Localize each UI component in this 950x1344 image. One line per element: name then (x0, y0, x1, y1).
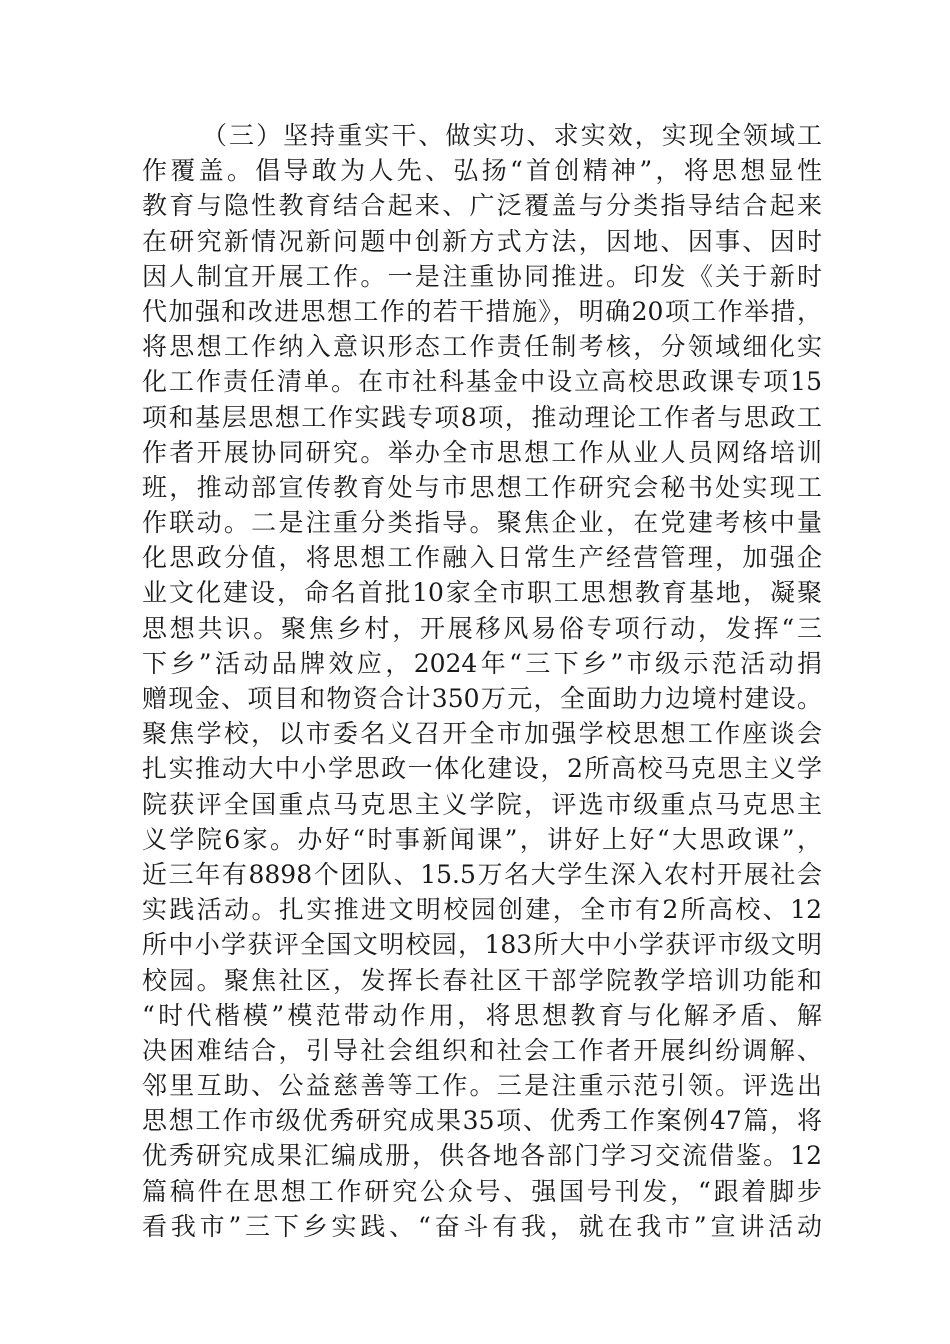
text-line: 在研究新情况新问题中创新方式方法，因地、因事、因时 (142, 226, 822, 256)
text-line: 篇稿件在思想工作研究公众号、强国号刊发，“跟着脚步 (142, 1176, 822, 1206)
text-line: 班，推动部宣传教育处与市思想工作研究会秘书处实现工 (142, 472, 822, 502)
text-line: 邻里互助、公益慈善等工作。三是注重示范引领。评选出 (142, 1071, 822, 1101)
text-line: 因人制宜开展工作。一是注重协同推进。印发《关于新时 (142, 261, 822, 291)
text-line: 看我市”三下乡实践、“奋斗有我，就在我市”宣讲活动 (142, 1211, 822, 1241)
text-line: 作联动。二是注重分类指导。聚焦企业，在党建考核中量 (142, 508, 822, 538)
text-line: 扎实推动大中小学思政一体化建设，2所高校马克思主义学 (142, 754, 822, 784)
text-line: 优秀研究成果汇编成册，供各地各部门学习交流借鉴。12 (142, 1141, 822, 1171)
text-line: 代加强和改进思想工作的若干措施》，明确20项工作举措， (142, 296, 822, 326)
text-line: 近三年有8898个团队、15.5万名大学生深入农村开展社会 (142, 859, 822, 889)
text-line: 校园。聚焦社区，发挥长春社区干部学院教学培训功能和 (142, 965, 822, 995)
text-line: 教育与隐性教育结合起来、广泛覆盖与分类指导结合起来 (142, 191, 822, 221)
text-line: 思想共识。聚焦乡村，开展移风易俗专项行动，发挥“三 (142, 613, 822, 643)
text-line: 思想工作市级优秀研究成果35项、优秀工作案例47篇，将 (142, 1106, 822, 1136)
text-line: 所中小学获评全国文明校园，183所大中小学获评市级文明 (142, 930, 822, 960)
body-paragraph (142, 118, 822, 1244)
text-line: （三）坚持重实干、做实功、求实效，实现全领域工 (202, 121, 822, 150)
text-line: 项和基层思想工作实践专项8项，推动理论工作者与思政工 (142, 402, 822, 432)
text-line: 化工作责任清单。在市社科基金中设立高校思政课专项15 (142, 367, 822, 397)
text-line: 实践活动。扎实推进文明校园创建，全市有2所高校、12 (142, 895, 822, 925)
text-line: 下乡”活动品牌效应，2024年“三下乡”市级示范活动捐 (142, 648, 822, 678)
text-line: “时代楷模”模范带动作用，将思想教育与化解矛盾、解 (142, 1000, 822, 1030)
text-line: 将思想工作纳入意识形态工作责任制考核，分领域细化实 (142, 332, 822, 362)
text-line: 赠现金、项目和物资合计350万元，全面助力边境村建设。 (142, 684, 822, 713)
text-line: 院获评全国重点马克思主义学院，评选市级重点马克思主 (142, 789, 822, 819)
text-line: 业文化建设，命名首批10家全市职工思想教育基地，凝聚 (142, 578, 822, 608)
text-line: 聚焦学校，以市委名义召开全市加强学校思想工作座谈会 (142, 719, 822, 749)
text-line: 义学院6家。办好“时事新闻课”，讲好上好“大思政课”， (142, 824, 822, 854)
text-line: 作覆盖。倡导敢为人先、弘扬“首创精神”，将思想显性 (142, 156, 822, 186)
text-line: 决困难结合，引导社会组织和社会工作者开展纠纷调解、 (142, 1035, 822, 1065)
text-line: 作者开展协同研究。举办全市思想工作从业人员网络培训 (142, 437, 822, 467)
text-line: 化思政分值，将思想工作融入日常生产经营管理，加强企 (142, 543, 822, 573)
